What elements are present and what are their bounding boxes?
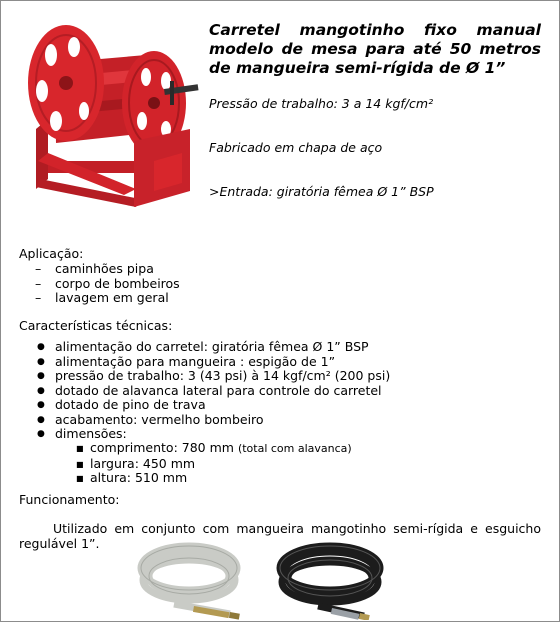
product-title: Carretel mangotinho fixo manual modelo de mesa para até 50 metros de mangueira semi-rígida de Ø 1” <box>209 21 541 77</box>
list-item: – corpo de bombeiros <box>35 275 180 291</box>
operation-heading: Funcionamento: <box>19 492 120 507</box>
gray-hose-image <box>134 538 244 620</box>
list-item: ■ comprimento: 780 mm (total com alavanca) <box>76 440 352 455</box>
application-list <box>35 261 180 306</box>
list-item: ■ largura: 450 mm <box>76 455 196 471</box>
list-item: – caminhões pipa <box>35 261 154 276</box>
characteristics-heading: Características técnicas: <box>19 318 173 333</box>
list-item: ● alimentação para mangueira : espigão de 1” <box>37 353 336 369</box>
inlet-text: >Entrada: giratória fêmea Ø 1” BSP <box>209 184 434 199</box>
operation-paragraph: Utilizado em conjunto com mangueira mangotinho semi-rígida e esguicho regulável 1”. <box>19 521 541 551</box>
application-heading: Aplicação: <box>19 246 84 261</box>
list-item: ● dimensões: <box>37 426 127 441</box>
working-pressure-text: Pressão de trabalho: 3 a 14 kgf/cm² <box>209 96 434 111</box>
dimensions-list <box>76 440 352 486</box>
list-item: – lavagem em geral <box>35 290 169 305</box>
hose-reel-image <box>14 11 202 216</box>
list-item: ● pressão de trabalho: 3 (43 psi) à 14 kgf/cm² (200 psi) <box>37 368 391 383</box>
list-item: ● dotado de alavanca lateral para controle do carretel <box>37 382 382 398</box>
list-item: ● dotado de pino de trava <box>37 397 206 412</box>
material-text: Fabricado em chapa de aço <box>209 140 383 155</box>
length-note: (total com alavanca) <box>237 442 352 455</box>
black-hose-image <box>272 538 388 620</box>
characteristics-list <box>37 339 391 442</box>
list-item: ■ altura: 510 mm <box>76 470 188 485</box>
list-item: ● acabamento: vermelho bombeiro <box>37 411 264 427</box>
list-item: ● alimentação do carretel: giratória fêmea Ø 1” BSP <box>37 339 369 354</box>
